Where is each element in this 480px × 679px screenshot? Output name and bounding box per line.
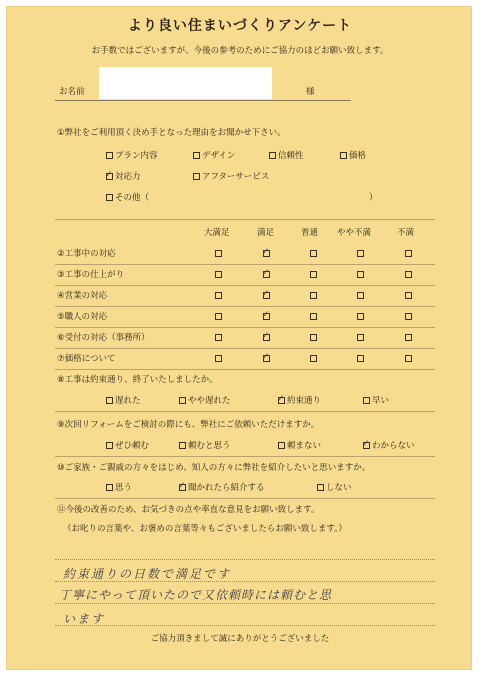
handwritten-comment-line-2: 丁寧にやって頂いたので又依頼時には頼むと思 [59,588,333,602]
q1-option-trust: 信頼性 [278,151,304,161]
grid-checkbox[interactable] [215,334,222,341]
checkmark-icon: ✓ [262,310,270,320]
checkmark-icon: ✓ [277,394,285,404]
grid-header-dissatisfied: 不満 [397,228,415,238]
q1-option-other: その他（ [115,193,150,203]
q8-question: ⑧工事は約束通り、終了いたしましたか。 [57,375,218,385]
handwritten-comment-line-3: います [63,612,106,626]
q8-option-slightly-late: やや遅れた [188,396,231,406]
q1-option-price: 価格 [349,151,367,161]
handwritten-comment-line-1: 約束通りの日数で満足です [63,567,232,581]
name-label: お名前 [59,87,85,97]
grid-checkbox[interactable] [215,271,222,278]
divider [55,285,435,286]
grid-row-label: ③工事の仕上がり [57,270,125,280]
grid-checkbox[interactable] [215,355,222,362]
checkmark-icon: ✓ [362,439,370,449]
q9-checkbox-definitely[interactable] [106,442,113,449]
grid-checkbox[interactable] [310,355,317,362]
answer-line [55,559,435,560]
survey-title: より良い住まいづくりアンケート [127,18,353,34]
q1-option-plan: プラン内容 [115,151,158,161]
q1-question: ①弊社をご利用頂く決め手となった理由をお聞かせ下さい。 [57,128,286,138]
q9-option-definitely: ぜひ頼む [115,441,150,451]
q10-question: ⑩ご家族・ご親戚の方々をはじめ、知人の方々に弊社を紹介したいと思いますか。 [57,463,371,473]
grid-checkbox[interactable] [215,292,222,299]
answer-line [55,625,435,626]
survey-sheet [6,6,472,670]
grid-checkbox[interactable] [310,313,317,320]
q10-option-if-asked: 聞かれたら紹介する [188,483,265,493]
grid-checkbox[interactable] [405,292,412,299]
q1-checkbox-price[interactable] [340,152,347,159]
q1-checkbox-trust[interactable] [269,152,276,159]
q9-question: ⑨次回リフォームをご検討の際にも、弊社にご依頼いただけますか。 [57,420,320,430]
divider [55,411,435,412]
q1-option-aftercare: アフターサービス [202,172,270,182]
q1-option-other-close: ） [369,193,378,203]
q1-checkbox-other[interactable] [106,194,113,201]
q11-note: （お叱りの言葉や、お褒めの言葉等々もございましたらお願い致します。） [63,524,347,534]
grid-row-label: ⑤職人の対応 [57,312,108,322]
q10-checkbox-yes[interactable] [106,484,113,491]
q9-option-no: 頼まない [287,441,322,451]
grid-checkbox[interactable] [310,250,317,257]
grid-row-label: ④営業の対応 [57,291,108,301]
q8-checkbox-slightly-late[interactable] [179,397,186,404]
grid-header-satisfied: 満足 [257,228,275,238]
grid-header-somewhat-dissatisfied: やや不満 [337,228,372,238]
grid-checkbox[interactable] [405,250,412,257]
grid-checkbox[interactable] [310,271,317,278]
name-underline [55,100,351,101]
divider [55,219,435,220]
q11-question: ⑪今後の改善のため、お気づきの点や率直な意見をお願い致します。 [57,505,320,515]
grid-checkbox[interactable] [405,334,412,341]
grid-checkbox[interactable] [310,292,317,299]
q8-checkbox-early[interactable] [363,397,370,404]
name-suffix: 様 [306,87,315,97]
grid-checkbox[interactable] [310,334,317,341]
answer-line [55,603,435,604]
survey-intro: お手数ではございますが、今後の参考のためにご協力のほどお願い致します。 [91,46,389,56]
footer-thanks: ご協力頂きまして誠にありがとうございました [150,634,330,644]
q9-checkbox-no[interactable] [278,442,285,449]
grid-header-very-satisfied: 大満足 [204,228,230,238]
checkmark-icon: ✓ [262,289,270,299]
grid-checkbox[interactable] [357,355,364,362]
divider [55,348,435,349]
q10-option-no: しない [326,483,352,493]
grid-row-label: ②工事中の対応 [57,249,116,259]
checkmark-icon: ✓ [262,352,270,362]
divider [55,306,435,307]
grid-checkbox[interactable] [357,250,364,257]
grid-header-normal: 普通 [301,228,319,238]
q8-option-on-time: 約束通り [287,396,322,406]
q8-option-late: 遅れた [115,396,141,406]
checkmark-icon: ✓ [262,268,270,278]
grid-checkbox[interactable] [405,313,412,320]
checkmark-icon: ✓ [105,170,113,180]
grid-checkbox[interactable] [215,250,222,257]
checkmark-icon: ✓ [178,481,186,491]
q1-checkbox-plan[interactable] [106,152,113,159]
q9-option-probably: 頼むと思う [188,441,231,451]
q1-checkbox-aftercare[interactable] [193,173,200,180]
q8-option-early: 早い [372,396,390,406]
q10-checkbox-no[interactable] [317,484,324,491]
checkmark-icon: ✓ [262,247,270,257]
grid-checkbox[interactable] [357,271,364,278]
grid-checkbox[interactable] [405,271,412,278]
divider [55,264,435,265]
grid-checkbox[interactable] [215,313,222,320]
divider [55,369,435,370]
q10-option-yes: 思う [115,483,133,493]
q1-option-design: デザイン [202,151,236,161]
divider [55,327,435,328]
divider [55,456,435,457]
q9-checkbox-probably[interactable] [179,442,186,449]
checkmark-icon: ✓ [262,331,270,341]
grid-checkbox[interactable] [405,355,412,362]
grid-row-label: ⑦価格について [57,354,116,364]
grid-checkbox[interactable] [357,292,364,299]
q1-option-response: 対応力 [115,172,141,182]
grid-row-label: ⑥受付の対応（事務所） [57,333,150,343]
grid-checkbox[interactable] [357,334,364,341]
divider [55,498,435,499]
grid-checkbox[interactable] [357,313,364,320]
q9-option-unsure: わからない [372,441,415,451]
q8-checkbox-late[interactable] [106,397,113,404]
q1-checkbox-design[interactable] [193,152,200,159]
name-field[interactable] [99,67,272,99]
